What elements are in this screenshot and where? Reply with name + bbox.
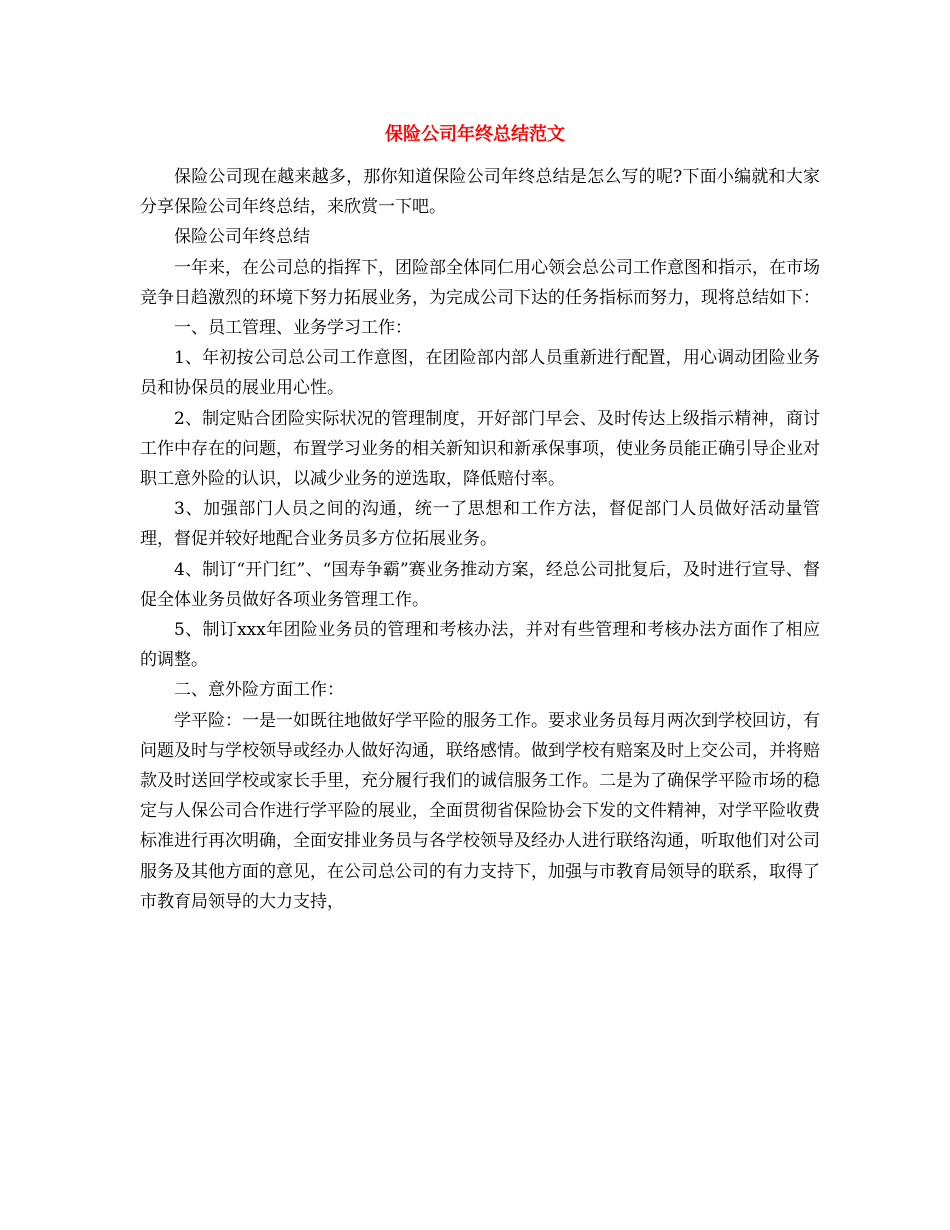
overview-paragraph: 一年来，在公司总的指挥下，团险部全体同仁用心领会总公司工作意图和指示，在市场竞争日趋激烈的环境下努力拓展业务，为完成公司下达的任务指标而努力，现将总结如下： — [140, 257, 820, 308]
list-item-4: 4、制订“开门红”、“国寿争霸”赛业务推动方案，经总公司批复后，及时进行宣导、督促全体业务员做好各项业务管理工作。 — [140, 559, 820, 610]
document-title: 保险公司年终总结范文 — [385, 124, 565, 145]
list-item-2: 2、制定贴合团险实际状况的管理制度，开好部门早会、及时传达上级指示精神，商讨工作中存在的问题，布置学习业务的相关新知识和新承保事项，使业务员能正确引导企业对职工意外险的认识，以减少业务的逆选取，降低赔付率。 — [140, 408, 820, 490]
list-item-5: 5、制订xxx年团险业务员的管理和考核办法，并对有些管理和考核办法方面作了相应的调整。 — [140, 620, 820, 671]
document-body — [140, 162, 820, 917]
section-heading-accident-insurance: 二、意外险方面工作： — [174, 680, 344, 701]
list-item-3: 3、加强部门人员之间的沟通，统一了思想和工作方法，督促部门人员做好活动量管理，督促并较好地配合业务员多方位拓展业务。 — [140, 499, 820, 550]
section-heading-summary: 保险公司年终总结 — [174, 227, 310, 248]
section-heading-staff-management: 一、员工管理、业务学习工作： — [174, 318, 412, 339]
intro-paragraph: 保险公司现在越来越多，那你知道保险公司年终总结是怎么写的呢?下面小编就和大家分享保险公司年终总结，来欣赏一下吧。 — [140, 167, 820, 218]
list-item-1: 1、年初按公司总公司工作意图，在团险部内部人员重新进行配置，用心调动团险业务员和协保员的展业用心性。 — [140, 348, 820, 399]
student-insurance-paragraph: 学平险：一是一如既往地做好学平险的服务工作。要求业务员每月两次到学校回访，有问题及时与学校领导或经办人做好沟通，联络感情。做到学校有赔案及时上交公司，并将赔款及时送回学校或家长手里，充分履行我们的诚信服务工作。二是为了确保学平险市场的稳定与人保公司合作进行学平险的展业，全面贯彻省保险协会下发的文件精神，对学平险收费标准进行再次明确，全面安排业务员与各学校领导及经办人进行联络沟通，听取他们对公司服务及其他方面的意见，在公司总公司的有力支持下，加强与市教育局领导的联系，取得了市教育局领导的大力支持， — [140, 710, 820, 912]
